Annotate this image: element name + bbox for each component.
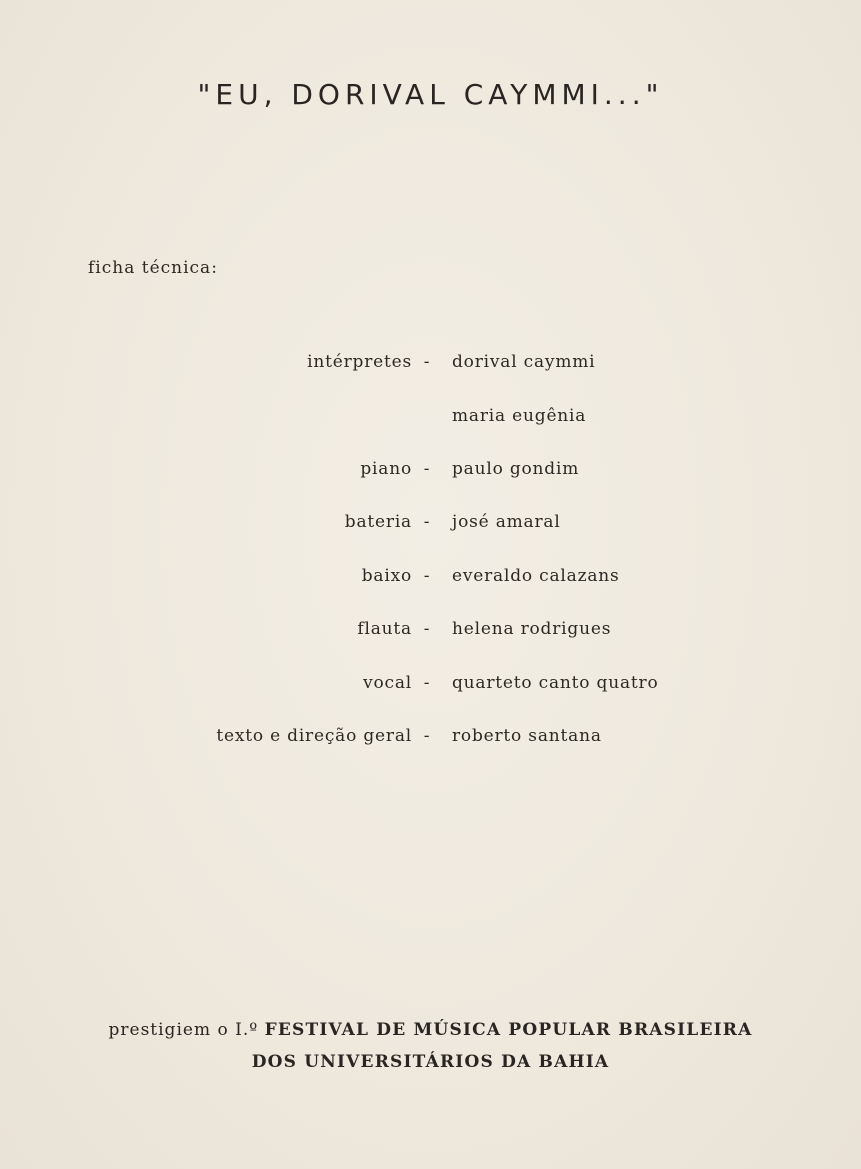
credit-dash: -: [423, 619, 431, 639]
credit-name: josé amaral: [452, 512, 561, 532]
footer-universities: DOS UNIVERSITÁRIOS DA BAHIA: [251, 1052, 610, 1072]
credit-row: [0, 459, 861, 483]
credit-dash: -: [423, 512, 431, 532]
credit-dash: -: [423, 566, 431, 586]
page-title: "EU, DORIVAL CAYMMI...": [197, 78, 664, 111]
credit-name: everaldo calazans: [452, 566, 620, 586]
credit-dash: -: [423, 726, 431, 746]
credit-role: bateria: [344, 512, 412, 532]
footer-line-1: [0, 1014, 861, 1046]
credit-name: helena rodrigues: [452, 619, 612, 639]
credit-dash: -: [423, 459, 431, 479]
credit-row: [0, 726, 861, 750]
credit-role: flauta: [357, 619, 412, 639]
credit-row: [0, 619, 861, 643]
credit-row: [0, 673, 861, 697]
credit-name: roberto santana: [452, 726, 602, 746]
festival-footer: [0, 1014, 861, 1078]
credit-role: vocal: [363, 673, 412, 693]
credit-name: dorival caymmi: [452, 352, 596, 372]
credit-role: piano: [360, 459, 412, 479]
credit-role: texto e direção geral: [216, 726, 412, 746]
credit-name: paulo gondim: [452, 459, 580, 479]
credit-row: [0, 406, 861, 430]
footer-line-2: [0, 1046, 861, 1078]
ficha-tecnica-label: ficha técnica:: [88, 258, 218, 278]
footer-festival-name: FESTIVAL DE MÚSICA POPULAR BRASILEIRA: [264, 1020, 753, 1040]
footer-prefix: prestigiem o I.º: [108, 1020, 259, 1040]
credit-dash: -: [423, 352, 431, 372]
credit-row: [0, 566, 861, 590]
credit-role: intérpretes: [307, 352, 412, 372]
credit-name: maria eugênia: [452, 406, 587, 426]
credit-name: quarteto canto quatro: [452, 673, 659, 693]
credit-dash: -: [423, 673, 431, 693]
credit-role: baixo: [361, 566, 412, 586]
credit-row: [0, 512, 861, 536]
credit-row: [0, 352, 861, 376]
